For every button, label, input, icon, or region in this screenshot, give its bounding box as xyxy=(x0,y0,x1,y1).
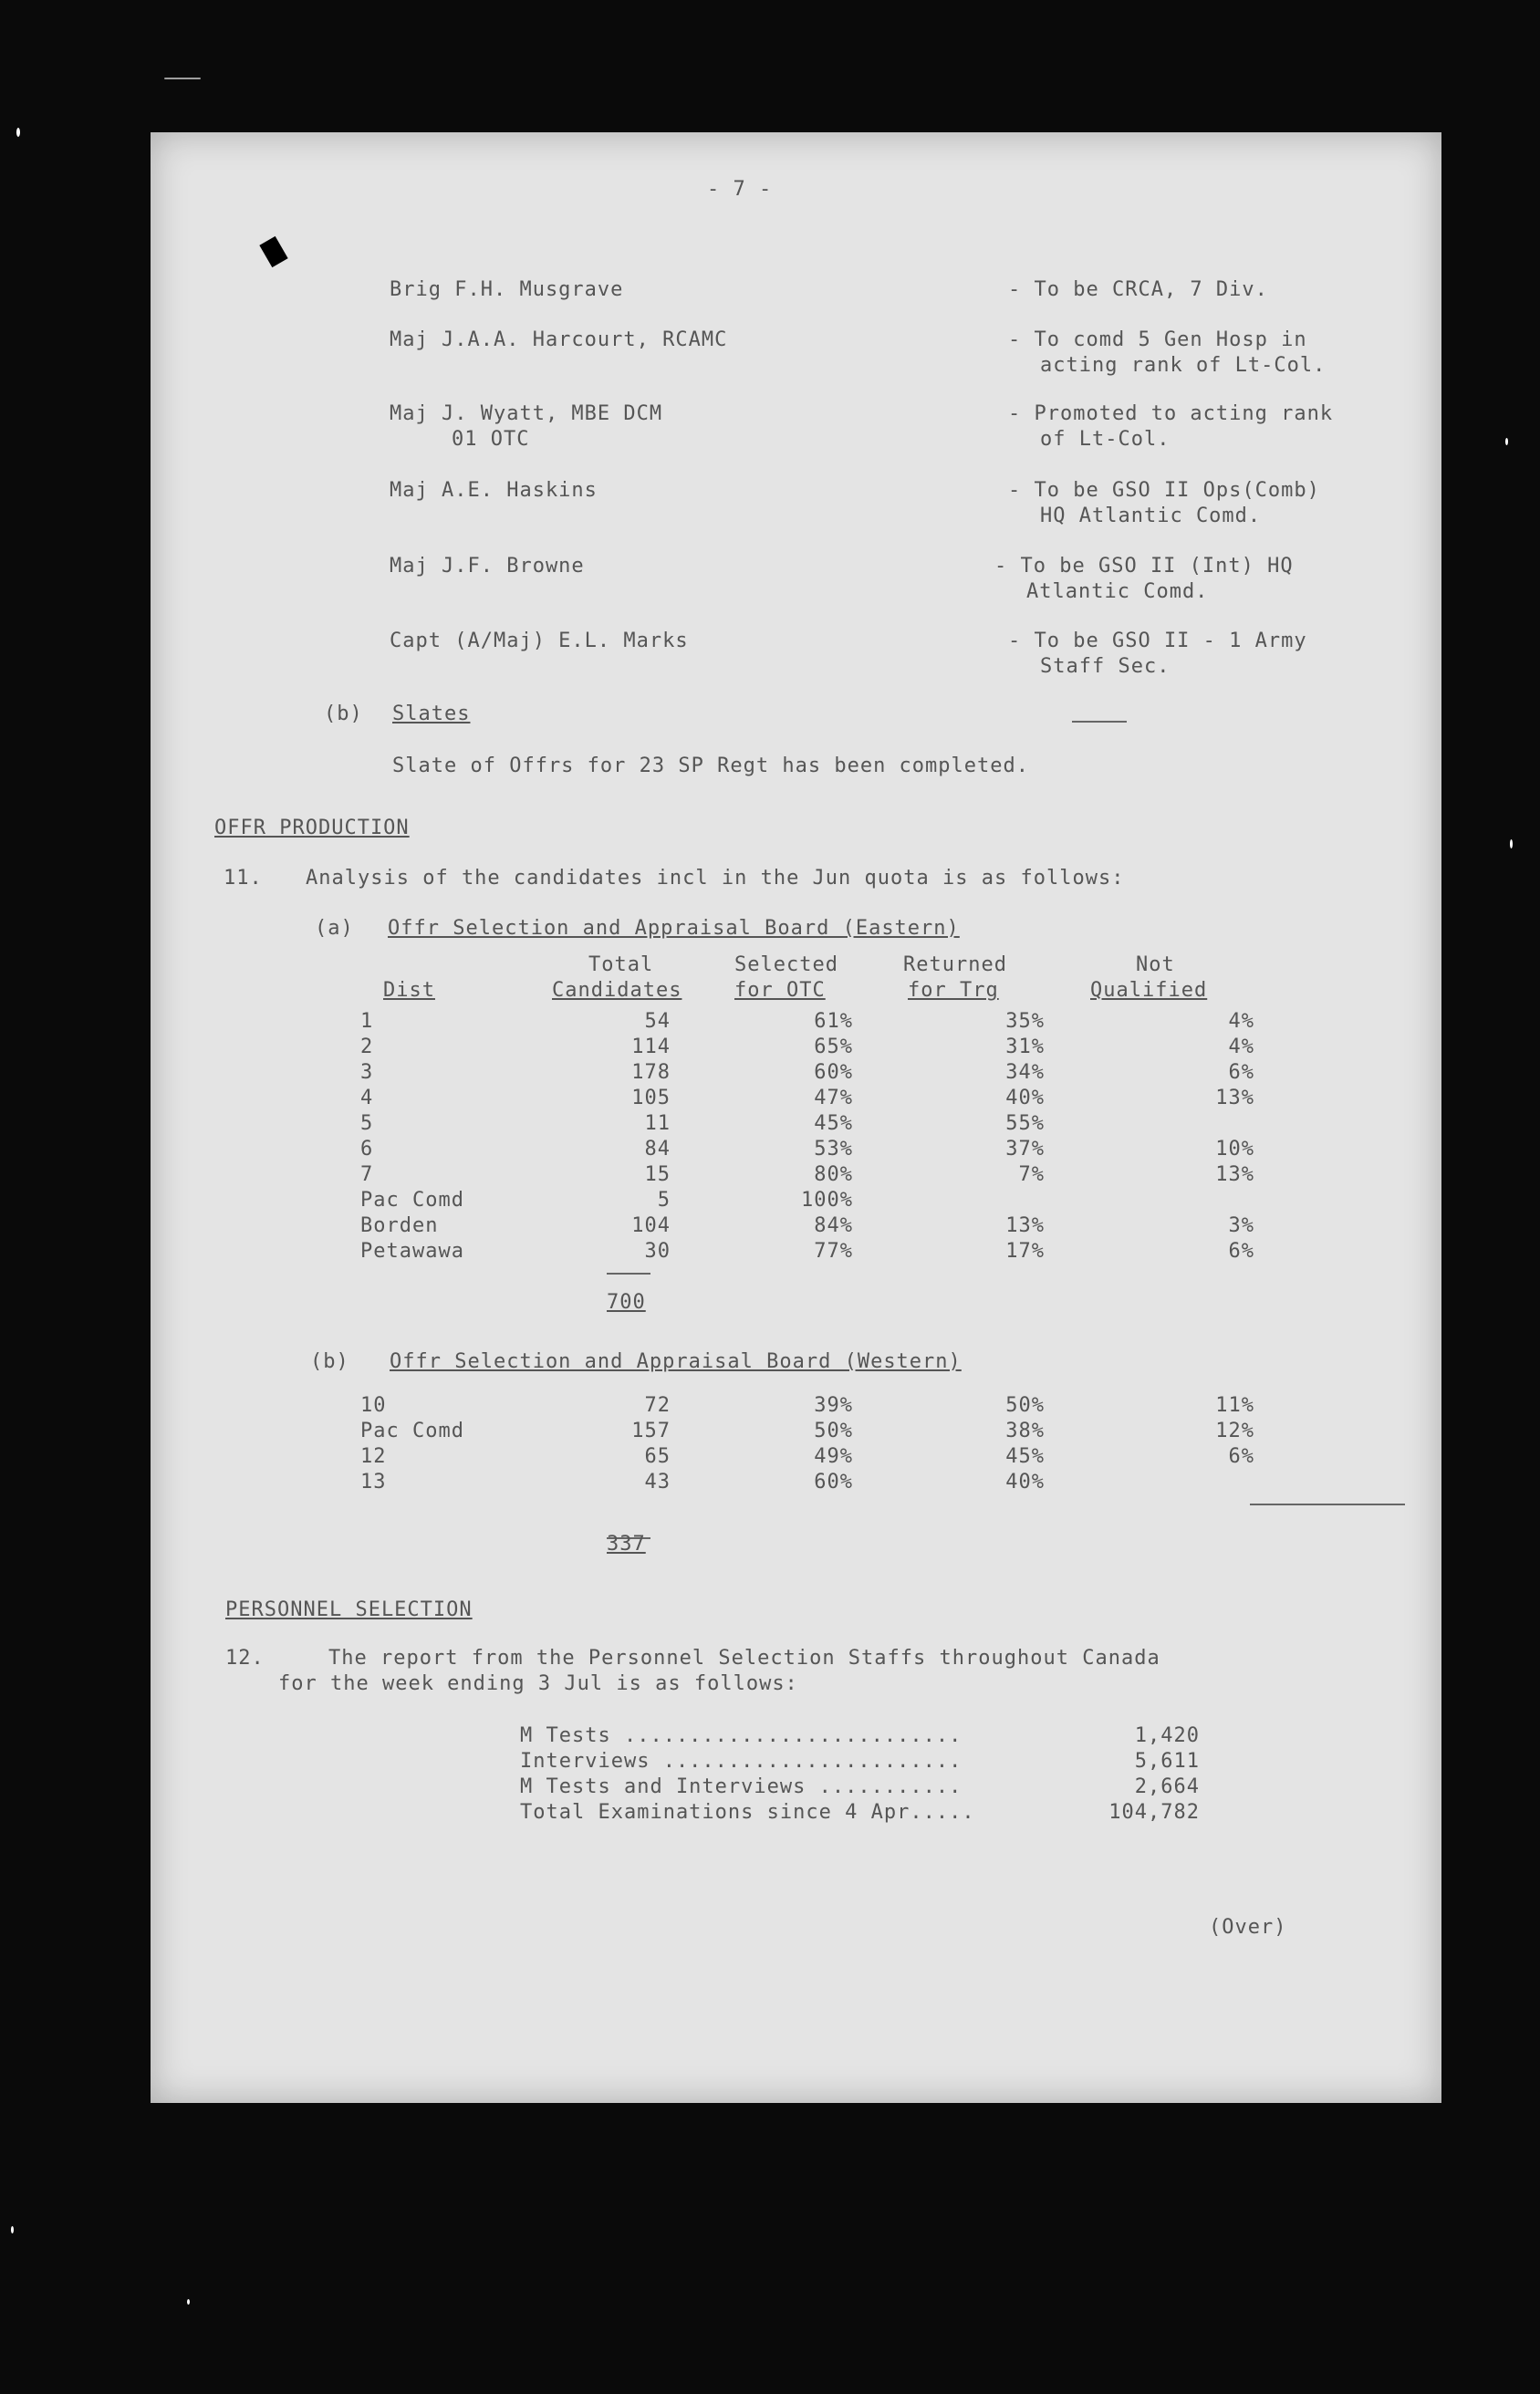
appointment-name: Brig F.H. Musgrave xyxy=(390,278,624,301)
table-cell: 6% xyxy=(1228,1240,1254,1263)
appointment-note: HQ Atlantic Comd. xyxy=(1040,505,1262,527)
table-cell: 45% xyxy=(814,1112,853,1135)
table-header: Total xyxy=(588,953,654,976)
table-cell: 77% xyxy=(814,1240,853,1263)
table-cell: 7% xyxy=(1018,1163,1045,1186)
table-cell: 10% xyxy=(1215,1138,1254,1161)
appointment-note: Atlantic Comd. xyxy=(1026,580,1209,603)
stat-label: M Tests and Interviews ........... xyxy=(520,1775,962,1798)
appointment-note: Staff Sec. xyxy=(1040,655,1171,678)
slates-heading: Slates xyxy=(392,703,471,725)
table-cell: 38% xyxy=(1005,1420,1045,1442)
table-cell: 3% xyxy=(1228,1214,1254,1237)
appointment-note: - To be CRCA, 7 Div. xyxy=(1008,278,1268,301)
table-a-label: (a) xyxy=(315,917,354,940)
table-cell: Borden xyxy=(360,1214,439,1237)
paragraph-text: The report from the Personnel Selection Staffs throughout Canada xyxy=(328,1647,1160,1670)
table-cell: 37% xyxy=(1005,1138,1045,1161)
appointment-note: - To be GSO II Ops(Comb) xyxy=(1008,479,1320,502)
paragraph-text: for the week ending 3 Jul is as follows: xyxy=(278,1672,798,1695)
appointment-name: Maj J. Wyatt, MBE DCM xyxy=(390,402,663,425)
table-header: Candidates xyxy=(552,979,682,1002)
personnel-selection-heading: PERSONNEL SELECTION xyxy=(225,1598,473,1621)
appointment-note: - To comd 5 Gen Hosp in xyxy=(1008,328,1307,351)
dust-speck xyxy=(1505,438,1508,445)
stat-value: 2,664 xyxy=(1134,1775,1200,1798)
table-cell: 39% xyxy=(814,1394,853,1417)
table-cell: 4% xyxy=(1228,1010,1254,1033)
table-cell: 31% xyxy=(1005,1036,1045,1058)
table-cell: 30 xyxy=(644,1240,671,1263)
table-cell: 11 xyxy=(644,1112,671,1135)
table-cell: 72 xyxy=(644,1394,671,1417)
table-cell: 55% xyxy=(1005,1112,1045,1135)
table-cell: 65 xyxy=(644,1445,671,1468)
table-cell: 6% xyxy=(1228,1445,1254,1468)
table-cell: 12 xyxy=(360,1445,387,1468)
slates-label: (b) xyxy=(324,703,363,725)
appointment-name: Maj A.E. Haskins xyxy=(390,479,598,502)
table-cell: 11% xyxy=(1215,1394,1254,1417)
table-b-label: (b) xyxy=(310,1350,349,1373)
table-cell: 84% xyxy=(814,1214,853,1237)
table-header: for OTC xyxy=(734,979,826,1002)
appointment-note: - To be GSO II (Int) HQ xyxy=(994,555,1294,578)
table-cell: 47% xyxy=(814,1087,853,1109)
total-rule xyxy=(607,1273,650,1275)
table-cell: 60% xyxy=(814,1061,853,1084)
table-cell: 5 xyxy=(360,1112,374,1135)
stat-label: Total Examinations since 4 Apr..... xyxy=(520,1801,975,1824)
table-cell: 2 xyxy=(360,1036,374,1058)
paragraph-number: 12. xyxy=(225,1647,265,1670)
table-cell: 10 xyxy=(360,1394,387,1417)
table-cell: 6 xyxy=(360,1138,374,1161)
table-cell: 40% xyxy=(1005,1471,1045,1494)
table-header: Qualified xyxy=(1090,979,1208,1002)
table-cell: 7 xyxy=(360,1163,374,1186)
table-b-title: Offr Selection and Appraisal Board (Western) xyxy=(390,1350,962,1373)
stray-mark xyxy=(1072,721,1127,723)
table-cell: 12% xyxy=(1215,1420,1254,1442)
appointment-name: Maj J.A.A. Harcourt, RCAMC xyxy=(390,328,728,351)
appointment-note: of Lt-Col. xyxy=(1040,428,1171,451)
stat-value: 104,782 xyxy=(1108,1801,1200,1824)
table-cell: 40% xyxy=(1005,1087,1045,1109)
table-cell: 49% xyxy=(814,1445,853,1468)
over-note: (Over) xyxy=(1209,1916,1287,1939)
dust-speck xyxy=(16,128,20,137)
table-cell: 84 xyxy=(644,1138,671,1161)
document-page xyxy=(151,132,1441,2103)
table-cell: 13% xyxy=(1215,1163,1254,1186)
page-number: - 7 - xyxy=(707,178,773,201)
table-cell: 50% xyxy=(814,1420,853,1442)
appointment-note: acting rank of Lt-Col. xyxy=(1040,354,1327,377)
table-cell: 5 xyxy=(657,1189,671,1212)
stray-line xyxy=(1250,1504,1405,1505)
table-cell: 105 xyxy=(631,1087,671,1109)
dust-speck xyxy=(11,2226,14,2233)
table-cell: 6% xyxy=(1228,1061,1254,1084)
stat-value: 1,420 xyxy=(1134,1724,1200,1747)
paragraph-number: 11. xyxy=(224,867,263,890)
table-cell: 3 xyxy=(360,1061,374,1084)
table-cell: 17% xyxy=(1005,1240,1045,1263)
table-cell: 4 xyxy=(360,1087,374,1109)
appointment-name-line2: 01 OTC xyxy=(452,428,530,451)
table-cell: 61% xyxy=(814,1010,853,1033)
table-cell: 100% xyxy=(801,1189,853,1212)
table-cell: Pac Comd xyxy=(360,1189,464,1212)
table-a-title: Offr Selection and Appraisal Board (Eastern) xyxy=(388,917,960,940)
appointment-note: - To be GSO II - 1 Army xyxy=(1008,630,1307,652)
table-cell: 54 xyxy=(644,1010,671,1033)
table-cell: 104 xyxy=(631,1214,671,1237)
table-header: Not xyxy=(1136,953,1175,976)
table-cell: 13% xyxy=(1005,1214,1045,1237)
dust-speck xyxy=(1510,839,1513,848)
table-cell: 1 xyxy=(360,1010,374,1033)
table-header: Returned xyxy=(903,953,1007,976)
scratch xyxy=(164,78,201,79)
table-cell: 114 xyxy=(631,1036,671,1058)
table-cell: 13% xyxy=(1215,1087,1254,1109)
table-cell: Petawawa xyxy=(360,1240,464,1263)
table-header: Selected xyxy=(734,953,838,976)
stat-label: Interviews ....................... xyxy=(520,1750,962,1773)
appointment-name: Capt (A/Maj) E.L. Marks xyxy=(390,630,689,652)
table-cell: 15 xyxy=(644,1163,671,1186)
table-header: for Trg xyxy=(908,979,999,1002)
table-cell: 157 xyxy=(631,1420,671,1442)
stat-value: 5,611 xyxy=(1134,1750,1200,1773)
table-cell: Pac Comd xyxy=(360,1420,464,1442)
table-cell: 45% xyxy=(1005,1445,1045,1468)
table-cell: 178 xyxy=(631,1061,671,1084)
table-b-total: 337 xyxy=(607,1533,646,1556)
table-header: Dist xyxy=(383,979,435,1002)
table-cell: 35% xyxy=(1005,1010,1045,1033)
table-cell: 60% xyxy=(814,1471,853,1494)
table-a-total: 700 xyxy=(607,1291,646,1314)
appointment-note: - Promoted to acting rank xyxy=(1008,402,1334,425)
slates-text: Slate of Offrs for 23 SP Regt has been completed. xyxy=(392,755,1030,777)
table-cell: 53% xyxy=(814,1138,853,1161)
table-cell: 43 xyxy=(644,1471,671,1494)
table-cell: 13 xyxy=(360,1471,387,1494)
table-cell: 50% xyxy=(1005,1394,1045,1417)
dust-speck xyxy=(187,2299,190,2305)
paragraph-text: Analysis of the candidates incl in the Jun quota is as follows: xyxy=(306,867,1125,890)
table-cell: 4% xyxy=(1228,1036,1254,1058)
table-cell: 34% xyxy=(1005,1061,1045,1084)
table-cell: 65% xyxy=(814,1036,853,1058)
table-cell: 80% xyxy=(814,1163,853,1186)
stat-label: M Tests .......................... xyxy=(520,1724,962,1747)
offr-production-heading: OFFR PRODUCTION xyxy=(214,817,410,839)
appointment-name: Maj J.F. Browne xyxy=(390,555,585,578)
